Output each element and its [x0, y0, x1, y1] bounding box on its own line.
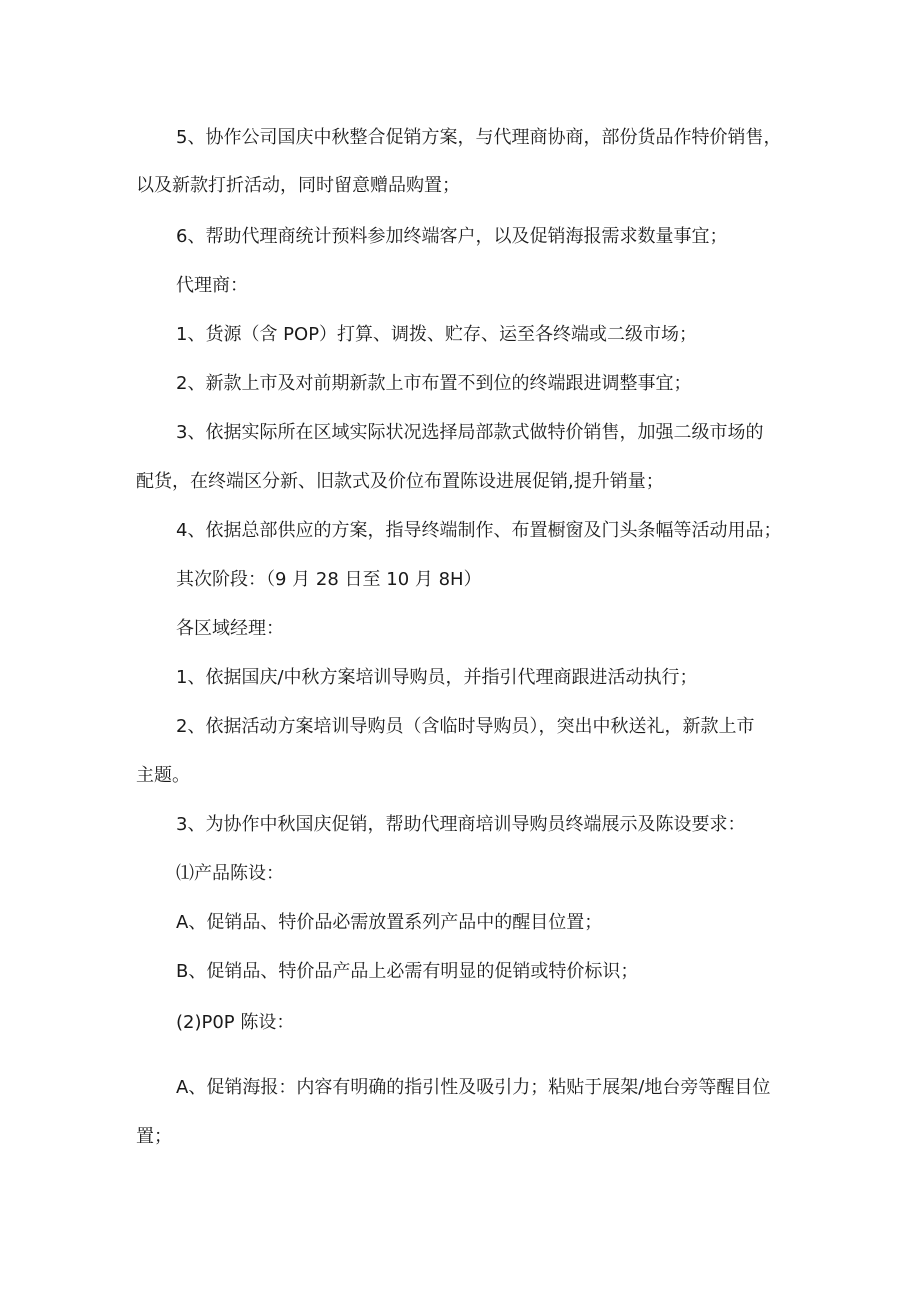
- section-heading-agents: 代理商：: [176, 275, 248, 296]
- manager-item-2-line1: 2、依据活动方案培训导购员（含临时导购员），突出中秋送礼，新款上市: [176, 716, 755, 737]
- section-heading-regional-managers: 各区域经理：: [176, 618, 284, 639]
- subheading-pop-display: (2)P0P 陈设：: [176, 1012, 295, 1033]
- pop-item-a-line1: A、促销海报：内容有明确的指引性及吸引力；粘贴于展架/地台旁等醒目位: [176, 1077, 771, 1098]
- paragraph-item-5-line2: 以及新款打折活动，同时留意赠品购置；: [136, 175, 460, 196]
- agent-item-3-line1: 3、依据实际所在区域实际状况选择局部款式做特价销售，加强二级市场的: [176, 422, 764, 443]
- paragraph-item-6: 6、帮助代理商统计预料参加终端客户，以及促销海报需求数量事宜；: [176, 226, 728, 247]
- phase-two-heading: 其次阶段：（9 月 28 日至 10 月 8H）: [176, 569, 482, 590]
- subheading-product-display: ⑴产品陈设：: [176, 863, 284, 884]
- manager-item-2-line2: 主题。: [136, 765, 190, 786]
- agent-item-1: 1、货源（含 POP）打算、调拨、贮存、运至各终端或二级市场；: [176, 324, 698, 345]
- paragraph-item-5-line1: 5、协作公司国庆中秋整合促销方案，与代理商协商，部份货品作特价销售，: [176, 127, 782, 148]
- manager-item-3: 3、为协作中秋国庆促销，帮助代理商培训导购员终端展示及陈设要求：: [176, 814, 746, 835]
- display-item-b: B、促销品、特价品产品上必需有明显的促销或特价标识；: [176, 961, 639, 982]
- display-item-a: A、促销品、特价品必需放置系列产品中的醒目位置；: [176, 912, 603, 933]
- pop-item-a-line2: 置；: [136, 1126, 172, 1147]
- manager-item-1: 1、依据国庆/中秋方案培训导购员，并指引代理商跟进活动执行；: [176, 667, 698, 688]
- agent-item-3-line2: 配货，在终端区分新、旧款式及价位布置陈设进展促销,提升销量；: [136, 471, 664, 492]
- agent-item-4: 4、依据总部供应的方案，指导终端制作、布置橱窗及门头条幅等活动用品；: [176, 520, 782, 541]
- agent-item-2: 2、新款上市及对前期新款上市布置不到位的终端跟进调整事宜；: [176, 373, 692, 394]
